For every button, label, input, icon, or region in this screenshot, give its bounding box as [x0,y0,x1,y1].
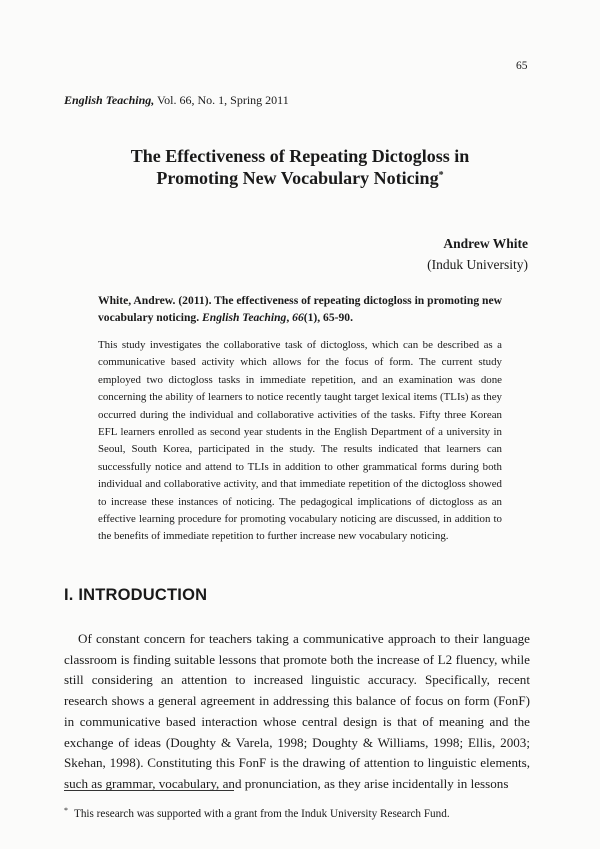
paper-title [60,147,540,188]
running-head [64,93,289,108]
page-number: 65 [516,60,528,72]
running-head-issue: Vol. 66, No. 1, Spring 2011 [154,93,289,107]
citation-text: White, Andrew. (2011). The effectiveness of repeating dictogloss in promoting new vocabulary noticing. [98,294,502,324]
author-name: Andrew White [443,236,528,251]
introduction-paragraph: Of constant concern for teachers taking a communicative approach to their language classroom is finding suitable lessons that promote both the increase of L2 fluency, while still considering an attention to increased linguistic accuracy. Specifically, recent research shows a general agreement in addressing this balance of focus on form (FonF) in communicative based interaction whose central design is that of meaning and the exchange of ideas (Doughty & Varela, 1998; Doughty & Williams, 1998; Ellis, 2003; Skehan, 1998). Constituting this FonF is the drawing of attention to linguistic elements, such as grammar, vocabulary, and pronunciation, as they arise incidentally in lessons [64,631,530,791]
abstract: This study investigates the collaborative task of dictogloss, which can be described as a communicative based activity which allows for the focus of form. The current study employed two dictogloss tasks in immediate repetition, and an examination was done concerning the ability of learners to notice recently taught target lexical items (TLIs) as they occurred during the individual and collaborative activities of the tasks. Fifty three Korean EFL learners enrolled as second year students in the English Department of a university in Seoul, South Korea, participated in the study. The results indicated that learners can successfully notice and attend to TLIs in addition to other grammatical forms during both individual and collaborative activity, and that immediate repetition of the dictogloss showed to increase these instances of noticing. The pedagogical implications of dictogloss as an effective learning procedure for promoting vocabulary noticing are discussed, in addition to the benefits of immediate repetition to further increase new vocabulary noticing. [98,339,502,543]
citation-volume: 66 [292,311,304,324]
citation-sep: , [286,311,293,324]
citation-pages: (1), 65-90. [303,311,353,324]
running-head-journal: English Teaching, [64,93,155,107]
citation-journal: English Teaching [202,311,287,324]
footnote-text: This research was supported with a grant from the Induk University Research Fund. [74,808,450,820]
author-affiliation: (Induk University) [427,257,528,272]
title-footnote-mark: * [438,170,444,181]
title-line-1: The Effectiveness of Repeating Dictogloss in [130,146,470,166]
footnote [64,804,534,821]
footnote-divider [64,790,234,791]
citation [98,292,502,326]
title-line-2: Promoting New Vocabulary Noticing [156,168,439,188]
footnote-mark: * [64,806,68,815]
author-block [427,233,528,275]
section-heading-introduction: I. INTRODUCTION [64,586,208,604]
